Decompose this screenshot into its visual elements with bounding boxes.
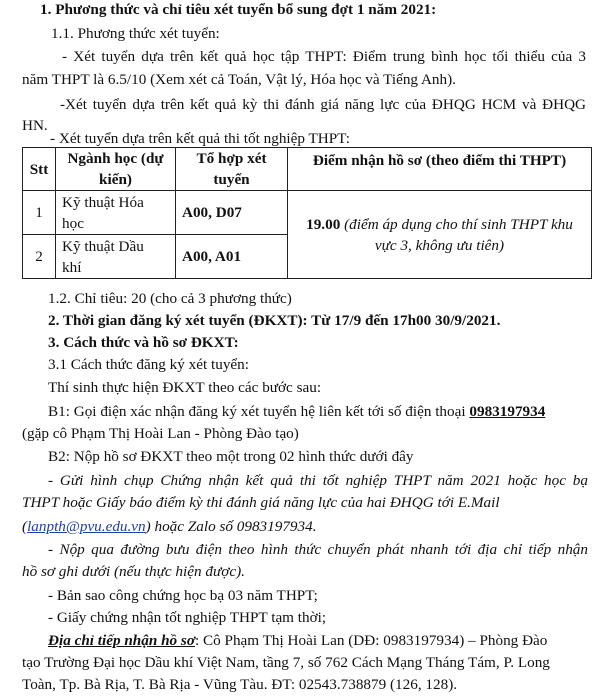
row-2-stt: 2 xyxy=(23,235,56,279)
row-2-major xyxy=(56,235,176,279)
subsection-3-1: 3.1 Cách thức đăng ký xét tuyển: xyxy=(48,356,249,373)
row-2-major-line1: Kỹ thuật Dầu xyxy=(62,237,144,255)
header-major-line1: Ngành học (dự xyxy=(67,150,164,167)
steps-intro: Thí sinh thực hiện ĐKXT theo các bước sau: xyxy=(48,379,322,396)
row-2-combo: A00, A01 xyxy=(176,235,288,279)
table-header-row xyxy=(23,148,592,191)
header-combo xyxy=(176,148,288,191)
form-2-line2: hồ sơ ghi dưới (nếu thực hiện được). xyxy=(22,563,245,580)
admission-table xyxy=(22,147,592,279)
subsection-1-2: 1.2. Chỉ tiêu: 20 (cho cả 3 phương thức) xyxy=(48,290,292,307)
address-line2: tạo Trường Đại học Dầu khí Việt Nam, tầng 7, số 762 Cách Mạng Tháng Tám, P. Long xyxy=(22,654,550,671)
method-2-line2: HN. xyxy=(22,117,48,134)
score-note-line1: (điểm áp dụng cho thí sinh THPT khu xyxy=(340,215,573,233)
form-1-line2: THPT hoặc Giấy báo điểm kỳ thi đánh giá năng lực của hai ĐHQG tới E.Mail xyxy=(22,494,500,511)
row-1-major-line1: Kỹ thuật Hóa xyxy=(62,193,144,211)
address-line1 xyxy=(48,630,547,652)
section-heading-1: 1. Phương thức và chỉ tiêu xét tuyển bổ sung đợt 1 năm 2021: xyxy=(40,1,437,18)
address-label: Địa chỉ tiếp nhận hồ sơ xyxy=(48,632,195,649)
score-note-line2: vực 3, không ưu tiên) xyxy=(374,236,505,254)
address-line1-rest: : Cô Phạm Thị Hoài Lan (DĐ: 0983197934) – Phòng Đào xyxy=(194,632,548,649)
header-combo-line1: Tổ hợp xét xyxy=(196,150,267,167)
table-row xyxy=(23,191,592,235)
method-2-line1: -Xét tuyển dựa trên kết quả kỳ thi đánh giá năng lực của ĐHQG HCM và ĐHQG xyxy=(60,96,586,113)
address-line3: Toàn, Tp. Bà Rịa, T. Bà Rịa - Vũng Tàu. ĐT: 02543.738879 (126, 128). xyxy=(22,676,458,693)
header-score: Điểm nhận hồ sơ (theo điểm thi THPT) xyxy=(288,148,592,191)
method-1-line1: - Xét tuyển dựa trên kết quả học tập THPT: Điểm trung bình học tối thiểu của 3 xyxy=(62,48,586,65)
form-1-open-paren: ( xyxy=(22,518,28,535)
form-1-line3-rest: ) hoặc Zalo số 0983197934. xyxy=(145,518,317,535)
document-item-1: - Bản sao công chứng học bạ 03 năm THPT; xyxy=(48,587,318,604)
row-1-major-line2: học xyxy=(62,214,84,232)
b1-phone-link[interactable]: 0983197934 xyxy=(469,403,546,420)
method-1-line2: năm THPT là 6.5/10 (Xem xét cả Toán, Vật lý, Hóa học và Tiếng Anh). xyxy=(22,71,456,88)
row-1-major xyxy=(56,191,176,235)
header-major-line2: kiến) xyxy=(99,171,132,188)
document-item-2: - Giấy chứng nhận tốt nghiệp THPT tạm thời; xyxy=(48,609,327,626)
step-b1-text: B1: Gọi điện xác nhận đăng ký xét tuyển hệ liên kết tới số điện thoại xyxy=(48,403,470,420)
form-1-line3 xyxy=(22,516,317,538)
row-1-combo: A00, D07 xyxy=(176,191,288,235)
score-cell xyxy=(288,191,592,279)
header-combo-line2: tuyển xyxy=(213,171,250,188)
form-2-line1: - Nộp qua đường bưu điện theo hình thức chuyển phát nhanh tới địa chỉ tiếp nhận xyxy=(48,541,588,558)
score-value: 19.00 xyxy=(306,215,341,233)
step-b2: B2: Nộp hồ sơ ĐKXT theo một trong 02 hình thức dưới đây xyxy=(48,448,414,465)
row-1-stt: 1 xyxy=(23,191,56,235)
step-b1-line2: (gặp cô Phạm Thị Hoài Lan - Phòng Đào tạo) xyxy=(22,425,299,442)
section-heading-3: 3. Cách thức và hồ sơ ĐKXT: xyxy=(48,334,239,351)
subsection-1-1: 1.1. Phương thức xét tuyển: xyxy=(51,25,220,42)
score-line1 xyxy=(294,214,585,235)
form-1-line1: - Gửi hình chụp Chứng nhận kết quả thi tốt nghiệp THPT năm 2021 hoặc học bạ xyxy=(48,472,588,489)
method-3: - Xét tuyển dựa trên kết quả thi tốt nghiệp THPT: xyxy=(50,130,350,147)
step-b1 xyxy=(48,401,545,423)
section-heading-2: 2. Thời gian đăng ký xét tuyển (ĐKXT): Từ 17/9 đến 17h00 30/9/2021. xyxy=(48,312,501,329)
header-stt: Stt xyxy=(23,148,56,191)
row-2-major-line2: khí xyxy=(62,258,82,276)
header-major xyxy=(56,148,176,191)
email-link[interactable]: lanpth@pvu.edu.vn xyxy=(27,518,146,535)
